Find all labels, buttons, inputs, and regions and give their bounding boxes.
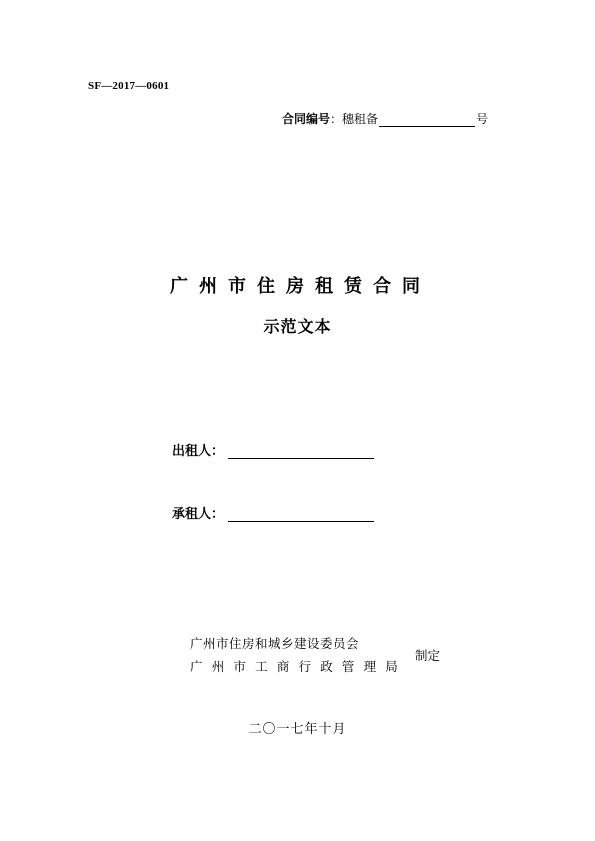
issuer-list [190, 632, 407, 678]
lessee-field [172, 503, 374, 522]
document-subtitle: 示范文本 [263, 317, 332, 336]
document-title: 广州市住房租赁合同 [170, 276, 431, 297]
lessor-field [172, 440, 374, 459]
issuer-commerce-bureau: 广州市工商行政管理局 [190, 659, 408, 674]
issuer-housing-committee: 广州市住房和城乡建设委员会 [190, 636, 360, 651]
lessee-blank-line [228, 507, 374, 522]
enacted-label: 制定 [415, 648, 441, 663]
lessor-blank-line [228, 444, 374, 459]
contract-number-prefix: 穗租备 [342, 112, 379, 126]
contract-number-suffix: 号 [476, 112, 489, 126]
issuing-authorities [190, 632, 440, 678]
issue-date: 二〇一七年十月 [248, 722, 347, 737]
lessor-label: 出租人： [172, 444, 225, 459]
contract-number [282, 110, 488, 127]
contract-number-label: 合同编号 [282, 112, 331, 126]
document-code: SF—2017—0601 [88, 80, 170, 92]
contract-number-colon: ： [330, 112, 343, 126]
contract-number-blank [379, 113, 475, 127]
lessee-label: 承租人： [172, 507, 225, 522]
